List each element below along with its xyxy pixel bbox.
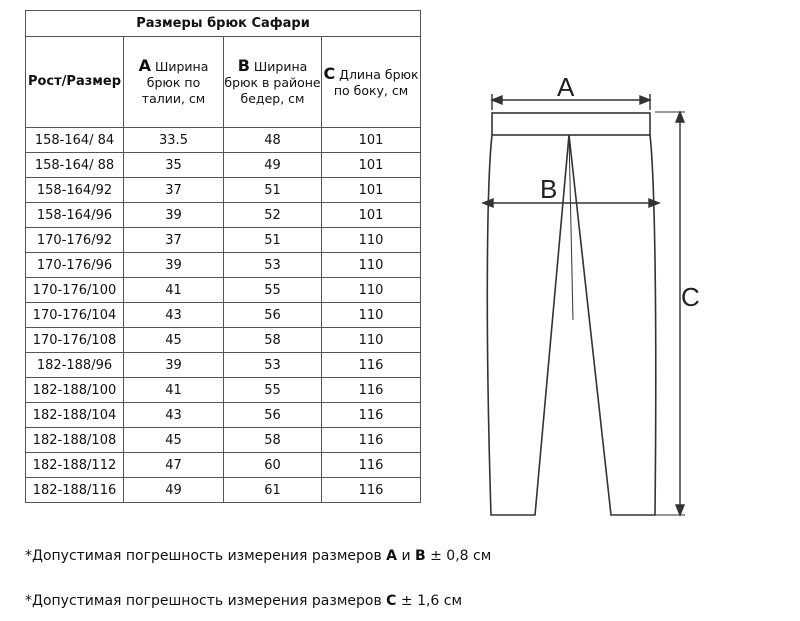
header-hips-text: Ширина брюк в районе бедер, см: [224, 58, 321, 106]
table-cell: 56: [224, 303, 322, 328]
table-row: [26, 178, 421, 203]
table-row: [26, 478, 421, 503]
header-length: [322, 37, 421, 128]
table-cell: 39: [124, 353, 224, 378]
table-cell: 110: [322, 278, 421, 303]
table-cell: 170-176/108: [26, 328, 124, 353]
table-cell: 101: [322, 178, 421, 203]
table-cell: 37: [124, 178, 224, 203]
header-hips: [224, 37, 322, 128]
table-cell: 182-188/96: [26, 353, 124, 378]
waistband-shape: [492, 113, 650, 135]
table-cell: 37: [124, 228, 224, 253]
table-row: [26, 253, 421, 278]
table-cell: 110: [322, 228, 421, 253]
header-length-letter: C: [323, 63, 336, 83]
table-cell: 158-164/ 88: [26, 153, 124, 178]
table-cell: 35: [124, 153, 224, 178]
table-cell: 116: [322, 453, 421, 478]
header-size: Рост/Размер: [26, 37, 124, 128]
table-cell: 56: [224, 403, 322, 428]
tolerance-note-ab: *Допустимая погрешность измерения размеров A и B ± 0,8 см: [25, 548, 492, 564]
tolerance-note-c: *Допустимая погрешность измерения размеров C ± 1,6 см: [25, 593, 463, 609]
table-cell: 45: [124, 428, 224, 453]
table-cell: 116: [322, 478, 421, 503]
table-cell: 39: [124, 253, 224, 278]
table-cell: 182-188/112: [26, 453, 124, 478]
table-cell: 158-164/92: [26, 178, 124, 203]
pants-diagram: [465, 60, 705, 530]
table-cell: 158-164/ 84: [26, 128, 124, 153]
table-cell: 41: [124, 278, 224, 303]
table-cell: 58: [224, 328, 322, 353]
table-row: [26, 428, 421, 453]
table-cell: 101: [322, 153, 421, 178]
table-cell: 182-188/104: [26, 403, 124, 428]
table-cell: 170-176/100: [26, 278, 124, 303]
header-waist: [124, 37, 224, 128]
table-cell: 170-176/104: [26, 303, 124, 328]
table-cell: 33.5: [124, 128, 224, 153]
table-cell: 52: [224, 203, 322, 228]
label-a: A: [557, 72, 575, 102]
size-table: [25, 10, 421, 503]
table-cell: 53: [224, 353, 322, 378]
table-cell: 49: [124, 478, 224, 503]
label-b: B: [540, 174, 558, 204]
label-c: C: [681, 282, 700, 312]
table-cell: 49: [224, 153, 322, 178]
table-cell: 182-188/116: [26, 478, 124, 503]
header-waist-letter: A: [138, 55, 152, 75]
table-row: [26, 353, 421, 378]
table-cell: 51: [224, 228, 322, 253]
table-row: [26, 328, 421, 353]
table-cell: 101: [322, 203, 421, 228]
table-cell: 55: [224, 378, 322, 403]
table-row: [26, 128, 421, 153]
table-row: [26, 303, 421, 328]
table-cell: 101: [322, 128, 421, 153]
table-row: [26, 278, 421, 303]
table-cell: 60: [224, 453, 322, 478]
table-cell: 110: [322, 253, 421, 278]
table-cell: 51: [224, 178, 322, 203]
pants-outline: [487, 135, 655, 515]
table-title: Размеры брюк Сафари: [26, 11, 421, 37]
table-row: [26, 453, 421, 478]
table-body: [26, 128, 421, 503]
table-cell: 39: [124, 203, 224, 228]
table-cell: 45: [124, 328, 224, 353]
table-cell: 47: [124, 453, 224, 478]
table-cell: 116: [322, 428, 421, 453]
table-cell: 61: [224, 478, 322, 503]
table-row: [26, 153, 421, 178]
table-cell: 158-164/96: [26, 203, 124, 228]
table-row: [26, 378, 421, 403]
table-cell: 116: [322, 353, 421, 378]
table-cell: 43: [124, 303, 224, 328]
table-cell: 170-176/96: [26, 253, 124, 278]
table-row: [26, 228, 421, 253]
table-cell: 110: [322, 328, 421, 353]
table-cell: 116: [322, 403, 421, 428]
table-cell: 116: [322, 378, 421, 403]
table-cell: 55: [224, 278, 322, 303]
header-waist-text: Ширина брюк по талии, см: [141, 58, 209, 106]
table-row: [26, 203, 421, 228]
table-cell: 170-176/92: [26, 228, 124, 253]
table-cell: 182-188/100: [26, 378, 124, 403]
table-row: [26, 403, 421, 428]
table-cell: 110: [322, 303, 421, 328]
table-cell: 41: [124, 378, 224, 403]
table-cell: 182-188/108: [26, 428, 124, 453]
table-cell: 53: [224, 253, 322, 278]
header-length-text: Длина брюк по боку, см: [333, 66, 419, 98]
table-cell: 43: [124, 403, 224, 428]
table-cell: 58: [224, 428, 322, 453]
table-cell: 48: [224, 128, 322, 153]
header-hips-letter: B: [237, 55, 250, 75]
